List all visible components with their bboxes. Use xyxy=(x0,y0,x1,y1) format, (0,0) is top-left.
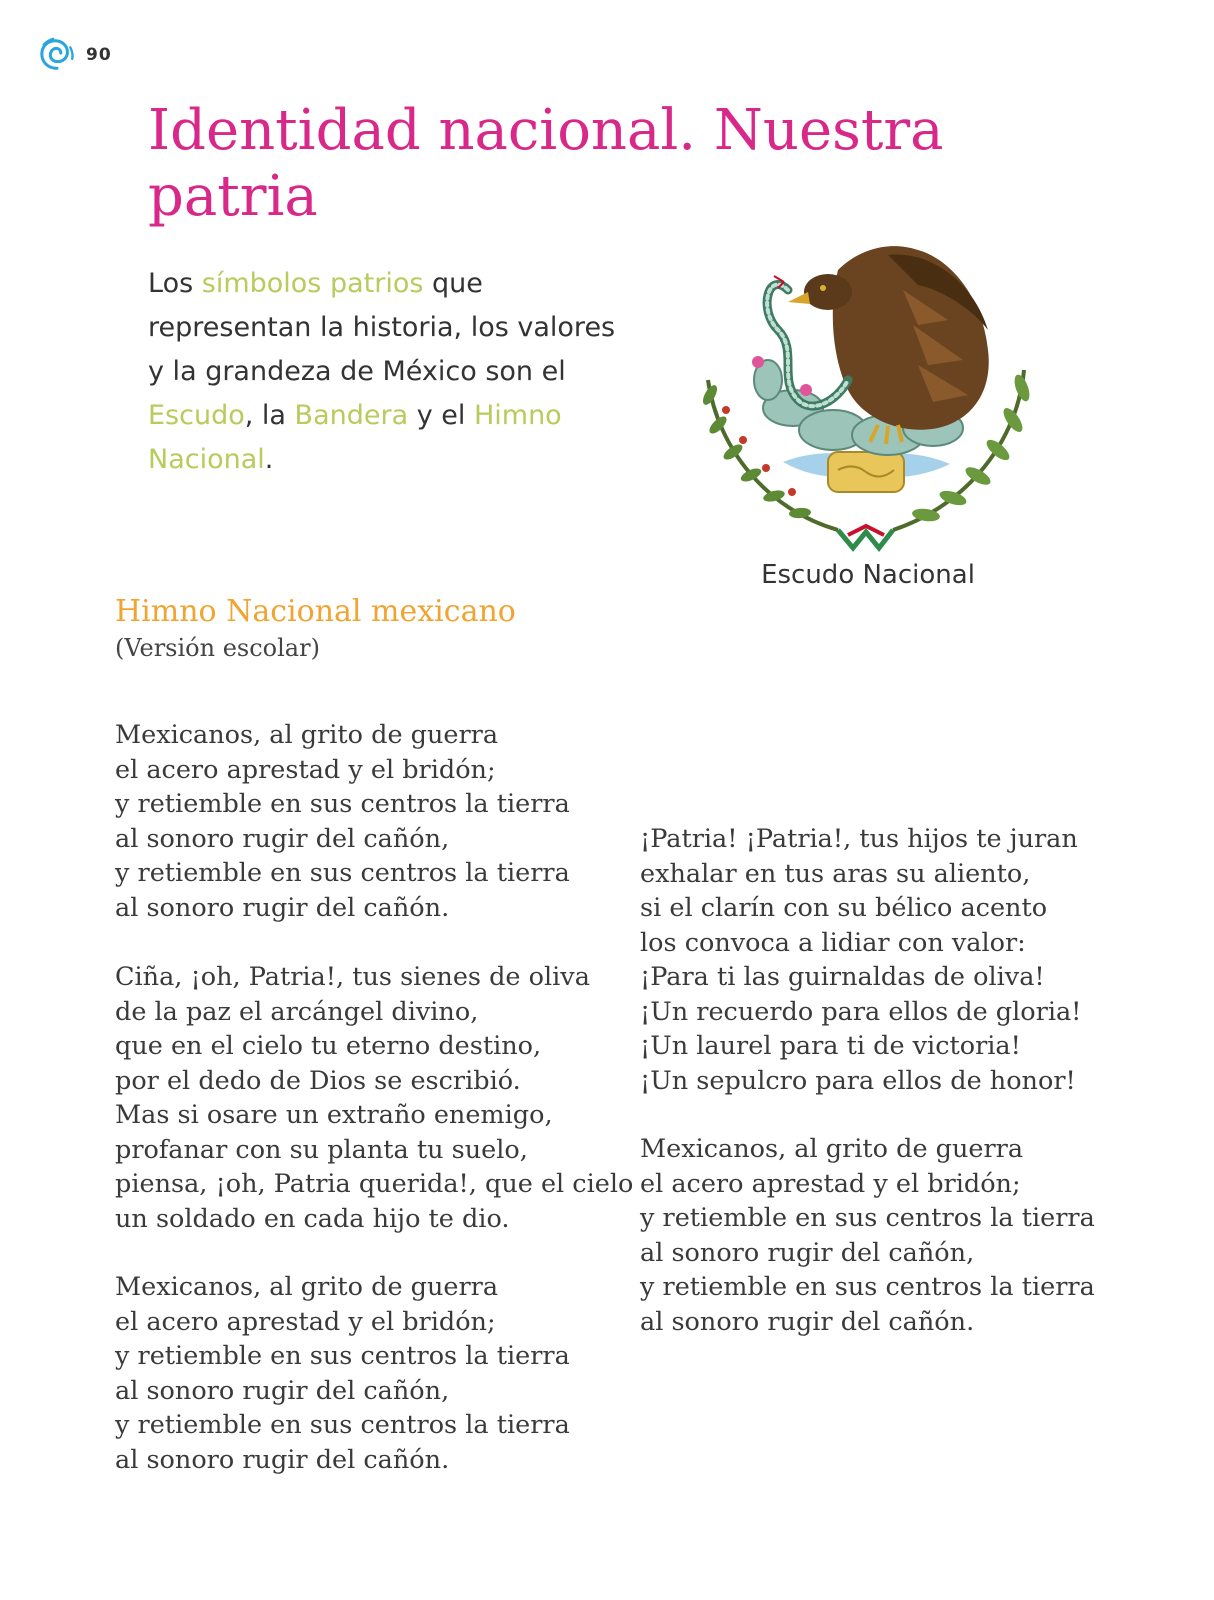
verse-line: que en el cielo tu eterno destino, xyxy=(115,1031,542,1061)
page-header xyxy=(38,36,112,74)
verse-line: los convoca a lidiar con valor: xyxy=(640,927,1026,958)
stanza-1 xyxy=(115,718,615,925)
intro-text: . xyxy=(264,444,274,475)
verse-line: ¡Un recuerdo para ellos de gloria! xyxy=(640,996,1082,1027)
stanza-5 xyxy=(640,1132,1100,1339)
spiral-logo-icon xyxy=(38,36,76,74)
intro-text: que representan la historia, los valores y la grandeza de México son el xyxy=(148,268,616,387)
verse-line: un soldado en cada hijo te dio. xyxy=(115,1203,510,1234)
verse-line: exhalar en tus aras su aliento, xyxy=(640,858,1031,889)
verse-line: y retiemble en sus centros la tierra xyxy=(640,1272,1095,1302)
highlight-simbolos-patrios: símbolos patrios xyxy=(201,268,424,299)
highlight-bandera: Bandera xyxy=(294,400,409,431)
verse-line: el acero aprestad y el bridón; xyxy=(115,754,496,785)
intro-text: Los xyxy=(148,268,202,299)
emblem-caption: Escudo Nacional xyxy=(761,560,975,590)
verse-line: Mexicanos, al grito de guerra xyxy=(115,720,499,750)
verse-line: piensa, ¡oh, Patria querida!, que el cielo xyxy=(115,1169,634,1199)
verse-line: Mas si osare un extraño enemigo, xyxy=(115,1100,553,1130)
stanza-2 xyxy=(115,960,634,1236)
verse-line: el acero aprestad y el bridón; xyxy=(640,1168,1021,1199)
verse-line: por el dedo de Dios se escribió. xyxy=(115,1065,521,1096)
verse-line: el acero aprestad y el bridón; xyxy=(115,1306,496,1337)
verse-line: Mexicanos, al grito de guerra xyxy=(640,1134,1024,1164)
verse-line: al sonoro rugir del cañón. xyxy=(640,1306,975,1337)
highlight-escudo: Escudo xyxy=(148,400,245,431)
verse-line: ¡Para ti las guirnaldas de oliva! xyxy=(640,962,1045,992)
coat-of-arms-eagle-icon xyxy=(688,230,1044,560)
verse-line: al sonoro rugir del cañón, xyxy=(115,1375,450,1406)
verse-line: al sonoro rugir del cañón. xyxy=(115,1444,450,1475)
verse-line: ¡Un sepulcro para ellos de honor! xyxy=(640,1065,1076,1096)
verse-line: si el clarín con su bélico acento xyxy=(640,893,1048,923)
page-title: Identidad nacional. Nuestra patria xyxy=(148,98,944,229)
verse-line: y retiemble en sus centros la tierra xyxy=(115,789,570,819)
stanza-3 xyxy=(115,1270,615,1477)
stanza-4 xyxy=(640,822,1100,1098)
verse-line: al sonoro rugir del cañón. xyxy=(115,892,450,923)
verse-line: y retiemble en sus centros la tierra xyxy=(115,858,570,888)
verse-line: Mexicanos, al grito de guerra xyxy=(115,1272,499,1302)
verse-line: al sonoro rugir del cañón, xyxy=(640,1237,975,1268)
verse-line: y retiemble en sus centros la tierra xyxy=(115,1410,570,1440)
verse-line: y retiemble en sus centros la tierra xyxy=(115,1341,570,1371)
highlight-himno-nacional: Himno Nacional xyxy=(148,400,562,475)
verse-line: de la paz el arcángel divino, xyxy=(115,996,479,1027)
verse-line: ¡Patria! ¡Patria!, tus hijos te juran xyxy=(640,824,1078,854)
intro-text: y el xyxy=(408,400,474,431)
verse-line: Ciña, ¡oh, Patria!, tus sienes de oliva xyxy=(115,962,590,992)
verse-line: y retiemble en sus centros la tierra xyxy=(640,1203,1095,1233)
intro-text: , la xyxy=(244,400,295,431)
verse-line: profanar con su planta tu suelo, xyxy=(115,1134,528,1165)
anthem-title: Himno Nacional mexicano xyxy=(115,594,516,629)
verse-line: al sonoro rugir del cañón, xyxy=(115,823,450,854)
intro-paragraph xyxy=(148,262,638,482)
anthem-subtitle: (Versión escolar) xyxy=(115,634,320,662)
verse-line: ¡Un laurel para ti de victoria! xyxy=(640,1031,1021,1061)
page-number: 90 xyxy=(86,45,112,65)
